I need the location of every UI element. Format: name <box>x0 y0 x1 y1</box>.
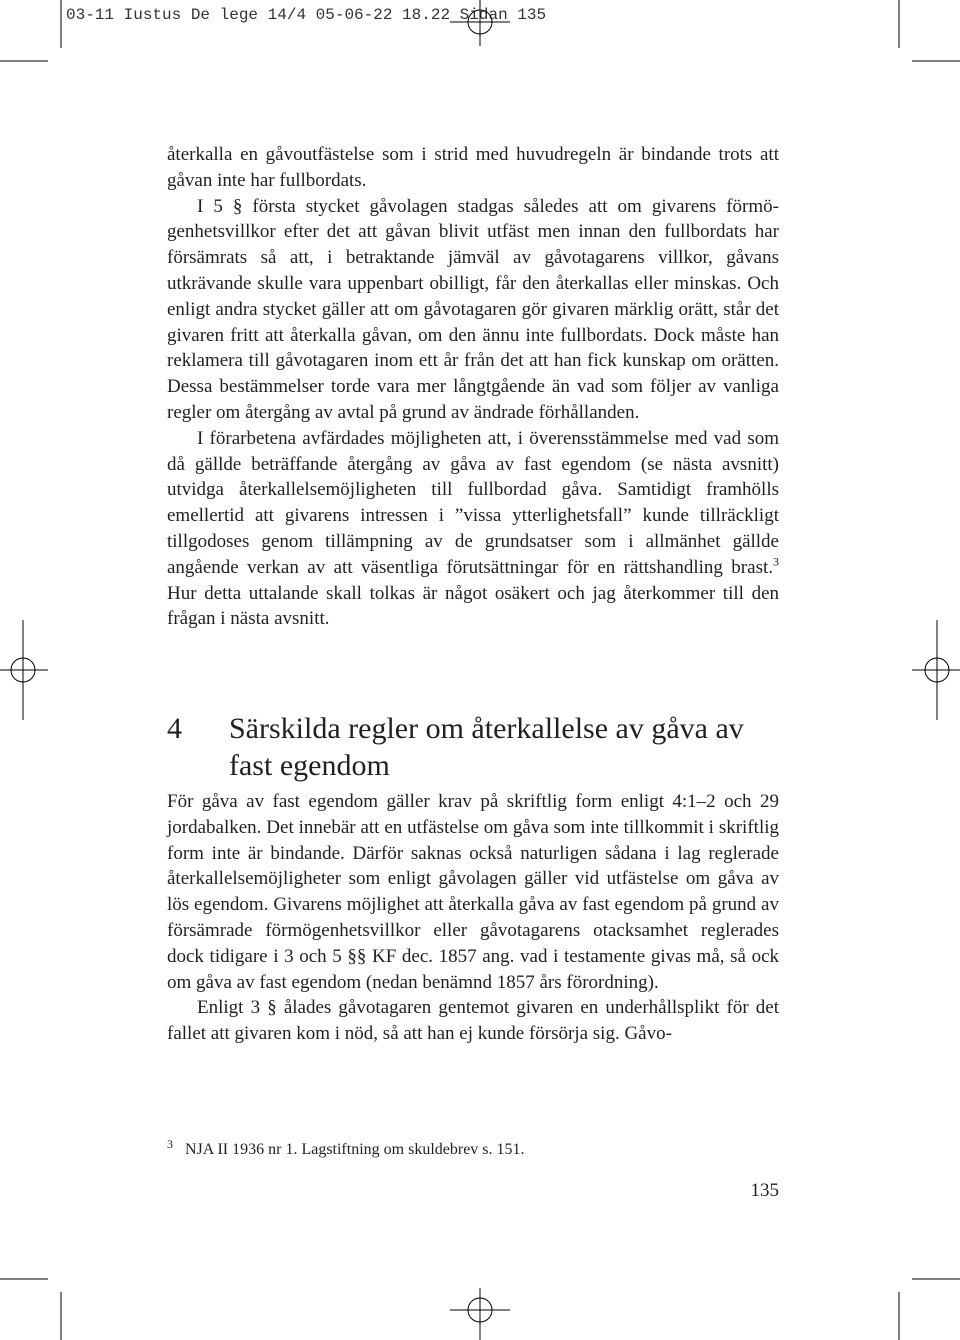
section-heading <box>167 710 779 784</box>
registration-mark-left <box>0 620 48 720</box>
paragraph: återkalla en gåvoutfästelse som i strid med huvudregeln är bindande trots att gåvan inte har fullbordats. <box>167 144 779 191</box>
footnote: 3 NJA II 1936 nr 1. Lagstiftning om skuldebrev s. 151. <box>167 1136 525 1158</box>
slug-line: 03-11 Iustus De lege 14/4 05-06-22 18.22 Sidan 135 <box>66 6 547 24</box>
footnote-reference: 3 <box>773 554 779 569</box>
registration-mark-bottom <box>450 1288 510 1340</box>
registration-mark-top <box>450 0 510 46</box>
paragraph <box>167 426 779 632</box>
body-text-top <box>167 142 779 632</box>
registration-mark-right <box>912 620 960 720</box>
footnote-text: NJA II 1936 nr 1. Lagstiftning om skuldebrev s. 151. <box>185 1141 525 1158</box>
paragraph-text: Hur detta uttalande skall tolkas är något osäkert och jag återkommer till den frågan i nästa avsnitt. <box>167 582 779 630</box>
paragraph-text: I förarbetena avfärdades möjligheten att, i överensstämmelse med vad som då gällde beträffande återgång av gåva av fast egendom (se nästa avsnitt) utvidga återkallelsemöjligheten till fullbordad gåva. Samtidigt framhölls emellertid att givarens intressen i ”vissa ytterlighetsfall” kunde tillräckligt tillgodoses genom tillämpning av de grundsatser som i allmänhet gällde angående verkan av att väsentliga förutsättningar för en rättshandling brast. <box>167 427 779 578</box>
page-number: 135 <box>750 1180 779 1201</box>
body-text-bottom <box>167 789 779 1047</box>
paragraph: För gåva av fast egendom gäller krav på skriftlig form enligt 4:1–2 och 29 jordabalken. Det innebär att en utfästelse om gåva som inte tillkommit i skriftlig form inte är bindande. Därför saknas också naturligen sådana i lag reglerade återkallelsemöjligheter som enligt gåvolagen gäller vid utfästelse om gåva av lös egendom. Givarens möjlighet att återkalla gåva av fast egendom på grund av försämrade förmögenhetsvillkor eller gåvotagarens otacksamhet reglerades dock tidigare i 3 och 5 §§ KF dec. 1857 ang. vad i testamente givas må, så ock om gåva av fast egendom (nedan benämnd 1857 års förordning). <box>167 791 779 993</box>
section-title: Särskilda regler om återkallelse av gåva av fast egendom <box>229 712 744 782</box>
section-number: 4 <box>167 712 182 745</box>
paragraph: Enligt 3 § ålades gåvotagaren gentemot givaren en underhållsplikt för det fallet att givaren kom i nöd, så att han ej kunde försörja sig. Gåvo- <box>167 997 779 1045</box>
paragraph: I 5 § första stycket gåvolagen stadgas således att om givarens förmögenhetsvillkor efter det att gåvan blivit utfäst men innan den fullbordats har försämrats så att, i betraktande jämväl av gåvotagarens villkor, gåvans utkrävande skulle vara uppenbart obilligt, får den återkallas eller minskas. Och enligt andra stycket gäller att om gåvotagaren gör givaren märklig orätt, står det givaren fritt att återkalla gåvan, om den ännu inte fullbordats. Dock måste han reklamera till gåvotagaren inom ett år från det att han fick kunskap om orätten. Dessa bestämmelser torde vara mer långtgående än vad som följer av vanliga regler om återgång av avtal på grund av ändrade förhållanden. <box>167 195 779 423</box>
